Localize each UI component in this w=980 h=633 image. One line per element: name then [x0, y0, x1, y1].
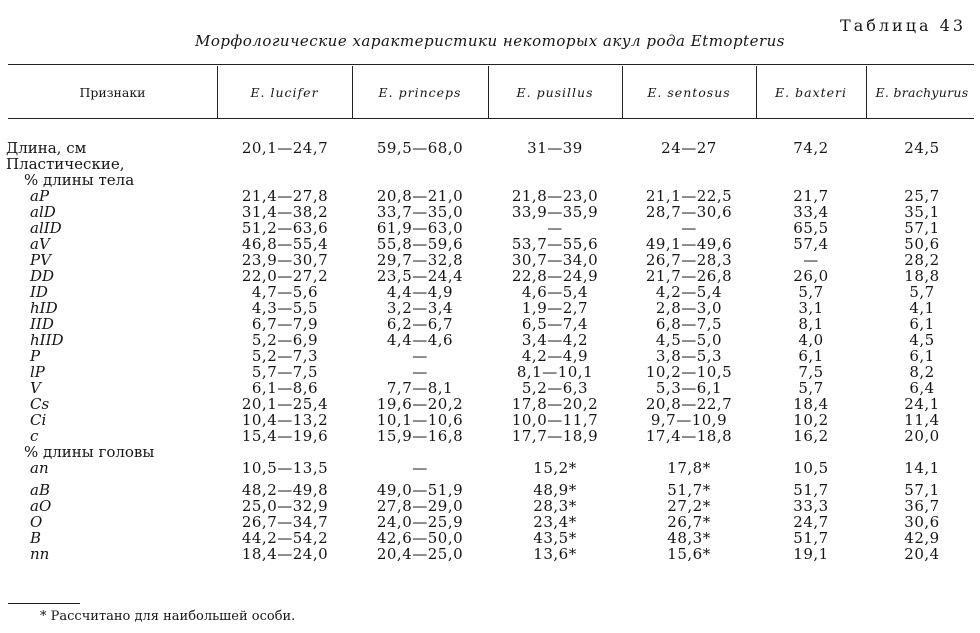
table-cell: 26,7—34,7 [241, 513, 329, 531]
table-cell: — [412, 459, 428, 477]
table-cell: 20,8—22,7 [645, 395, 733, 413]
table-cell: 31—39 [527, 139, 583, 157]
table-cell: 59,5—68,0 [376, 139, 464, 157]
table-cell: 23,5—24,4 [376, 267, 464, 285]
table-cell: 25,7 [904, 187, 940, 205]
row-label: hIID [30, 331, 64, 349]
table-cell: 10,4—13,2 [241, 411, 329, 429]
table-cell: 8,1 [798, 315, 824, 333]
table-cell: 14,1 [904, 459, 940, 477]
table-row [0, 547, 980, 562]
table-cell: 42,6—50,0 [376, 529, 464, 547]
table-cell: 74,2 [793, 139, 829, 157]
table-cell: 10,1—10,6 [376, 411, 464, 429]
table-label: Таблица 43 [840, 16, 966, 35]
row-label: aP [30, 187, 50, 205]
table-cell: 4,2—5,4 [655, 283, 723, 301]
table-cell: 57,4 [793, 235, 829, 253]
column-header-species: E. sentosus [647, 84, 731, 100]
table-cell: 24,1 [904, 395, 940, 413]
table-cell: — [681, 219, 697, 237]
table-cell: 26,0 [793, 267, 829, 285]
table-row [0, 285, 980, 300]
row-label: B [30, 529, 42, 547]
table-cell: 16,2 [793, 427, 829, 445]
table-cell: 51,7* [667, 481, 711, 499]
table-row [0, 531, 980, 546]
table-cell: 4,4—4,6 [386, 331, 454, 349]
table-cell: 5,2—6,3 [521, 379, 589, 397]
table-cell: 8,1—10,1 [516, 363, 594, 381]
table-cell: 31,4—38,2 [241, 203, 329, 221]
column-header-species: E. lucifer [250, 84, 319, 100]
table-cell: 36,7 [904, 497, 940, 515]
table-cell: 17,8* [667, 459, 711, 477]
table-cell: 5,2—7,3 [251, 347, 319, 365]
table-row [0, 301, 980, 316]
table-cell: 4,5—5,0 [655, 331, 723, 349]
row-label: PV [30, 251, 51, 269]
table-cell: 24,7 [793, 513, 829, 531]
table-cell: 51,2—63,6 [241, 219, 329, 237]
table-cell: 6,8—7,5 [655, 315, 723, 333]
table-cell: 61,9—63,0 [376, 219, 464, 237]
table-cell: 3,4—4,2 [521, 331, 589, 349]
table-cell: 4,1 [909, 299, 935, 317]
table-cell: 7,5 [798, 363, 824, 381]
table-row [0, 381, 980, 396]
table-row [0, 365, 980, 380]
table-cell: 9,7—10,9 [650, 411, 728, 429]
table-cell: 21,4—27,8 [241, 187, 329, 205]
table-cell: 65,5 [793, 219, 829, 237]
table-cell: — [803, 251, 819, 269]
table-cell: 50,6 [904, 235, 940, 253]
table-row [0, 461, 980, 476]
table-cell: 15,4—19,6 [241, 427, 329, 445]
table-cell: 25,0—32,9 [241, 497, 329, 515]
table-cell: 10,2—10,5 [645, 363, 733, 381]
table-cell: 10,0—11,7 [511, 411, 599, 429]
table-cell: 4,3—5,5 [251, 299, 319, 317]
table-row [0, 349, 980, 364]
table-cell: 33,4 [793, 203, 829, 221]
table-cell: 22,8—24,9 [511, 267, 599, 285]
table-row [0, 317, 980, 332]
row-label: lP [30, 363, 45, 381]
table-cell: 3,8—5,3 [655, 347, 723, 365]
row-label: Ci [30, 411, 47, 429]
table-row [0, 445, 980, 460]
table-row [0, 483, 980, 498]
column-header-species: E. baxteri [775, 84, 847, 100]
table-row [0, 413, 980, 428]
row-label: O [30, 513, 43, 531]
table-cell: 29,7—32,8 [376, 251, 464, 269]
table-row [0, 429, 980, 444]
table-cell: 48,9* [533, 481, 577, 499]
column-header-traits: Признаки [79, 84, 146, 100]
table-cell: 10,5 [793, 459, 829, 477]
row-label: Длина, см [6, 139, 87, 157]
table-row [0, 141, 980, 156]
table-cell: 20,1—25,4 [241, 395, 329, 413]
table-cell: 24,5 [904, 139, 940, 157]
header-bottom-rule [8, 118, 974, 119]
table-cell: 13,6* [533, 545, 577, 563]
table-cell: 5,7 [798, 283, 824, 301]
table-cell: 4,2—4,9 [521, 347, 589, 365]
row-label: aV [30, 235, 50, 253]
table-cell: 15,2* [533, 459, 577, 477]
footnote: * Рассчитано для наибольшей особи. [40, 609, 296, 624]
table-cell: 18,8 [904, 267, 940, 285]
table-cell: 30,7—34,0 [511, 251, 599, 269]
table-cell: 11,4 [904, 411, 940, 429]
row-label: Cs [30, 395, 50, 413]
table-cell: 53,7—55,6 [511, 235, 599, 253]
table-cell: 5,7—7,5 [251, 363, 319, 381]
table-row [0, 269, 980, 284]
table-cell: 4,6—5,4 [521, 283, 589, 301]
table-cell: 17,8—20,2 [511, 395, 599, 413]
table-row [0, 333, 980, 348]
row-label: % длины головы [24, 443, 155, 461]
row-label: V [30, 379, 41, 397]
table-cell: 33,3 [793, 497, 829, 515]
row-label: Пластические, [6, 155, 125, 173]
table-cell: 19,1 [793, 545, 829, 563]
table-cell: 51,7 [793, 481, 829, 499]
table-cell: 4,7—5,6 [251, 283, 319, 301]
table-cell: 4,4—4,9 [386, 283, 454, 301]
table-cell: 57,1 [904, 481, 940, 499]
table-cell: 24,0—25,9 [376, 513, 464, 531]
table-cell: 7,7—8,1 [386, 379, 454, 397]
row-label: ID [30, 283, 48, 301]
table-cell: 46,8—55,4 [241, 235, 329, 253]
row-label: P [30, 347, 41, 365]
table-cell: — [412, 363, 428, 381]
table-cell: 5,2—6,9 [251, 331, 319, 349]
table-cell: 3,1 [798, 299, 824, 317]
table-row [0, 189, 980, 204]
table-cell: 28,2 [904, 251, 940, 269]
table-cell: 20,4 [904, 545, 940, 563]
table-cell: 48,2—49,8 [241, 481, 329, 499]
table-cell: 48,3* [667, 529, 711, 547]
table-cell: 21,1—22,5 [645, 187, 733, 205]
table-cell: 2,8—3,0 [655, 299, 723, 317]
row-label: an [30, 459, 49, 477]
table-cell: 26,7—28,3 [645, 251, 733, 269]
table-row [0, 205, 980, 220]
table-cell: 42,9 [904, 529, 940, 547]
table-cell: 28,3* [533, 497, 577, 515]
column-header-species: E. princeps [378, 84, 462, 100]
table-cell: 21,8—23,0 [511, 187, 599, 205]
table-cell: 4,0 [798, 331, 824, 349]
table-row [0, 221, 980, 236]
table-cell: 22,0—27,2 [241, 267, 329, 285]
table-cell: 33,9—35,9 [511, 203, 599, 221]
table-cell: 3,2—3,4 [386, 299, 454, 317]
table-cell: 15,6* [667, 545, 711, 563]
table-cell: 57,1 [904, 219, 940, 237]
table-cell: 6,1 [909, 347, 935, 365]
table-cell: 21,7—26,8 [645, 267, 733, 285]
table-cell: 35,1 [904, 203, 940, 221]
table-row [0, 173, 980, 188]
column-header-species: E. brachyurus [875, 84, 969, 100]
table-cell: 27,8—29,0 [376, 497, 464, 515]
row-label: aB [30, 481, 50, 499]
table-cell: 28,7—30,6 [645, 203, 733, 221]
row-label: c [30, 427, 39, 445]
table-cell: 51,7 [793, 529, 829, 547]
row-label: IID [30, 315, 54, 333]
table-cell: 33,7—35,0 [376, 203, 464, 221]
table-cell: 4,5 [909, 331, 935, 349]
table-row [0, 253, 980, 268]
table-cell: 23,9—30,7 [241, 251, 329, 269]
table-cell: 24—27 [661, 139, 717, 157]
table-row [0, 397, 980, 412]
table-cell: 17,7—18,9 [511, 427, 599, 445]
table-cell: 10,5—13,5 [241, 459, 329, 477]
table-cell: 8,2 [909, 363, 935, 381]
table-cell: 5,7 [798, 379, 824, 397]
table-cell: 49,1—49,6 [645, 235, 733, 253]
table-cell: 5,3—6,1 [655, 379, 723, 397]
row-label: alD [30, 203, 56, 221]
table-cell: 20,1—24,7 [241, 139, 329, 157]
table-cell: 5,7 [909, 283, 935, 301]
footnote-rule [8, 603, 80, 604]
table-cell: 23,4* [533, 513, 577, 531]
table-cell: 15,9—16,8 [376, 427, 464, 445]
table-cell: 49,0—51,9 [376, 481, 464, 499]
table-cell: 6,1—8,6 [251, 379, 319, 397]
table-cell: 6,1 [798, 347, 824, 365]
table-cell: 19,6—20,2 [376, 395, 464, 413]
table-cell: 18,4—24,0 [241, 545, 329, 563]
row-label: % длины тела [24, 171, 135, 189]
table-caption: Морфологические характеристики некоторых акул рода Etmopterus [195, 32, 785, 50]
row-label: nn [30, 545, 50, 563]
table-cell: 44,2—54,2 [241, 529, 329, 547]
table-cell: 21,7 [793, 187, 829, 205]
table-row [0, 237, 980, 252]
table-cell: 43,5* [533, 529, 577, 547]
table-row [0, 499, 980, 514]
table-cell: 6,7—7,9 [251, 315, 319, 333]
table-cell: 6,4 [909, 379, 935, 397]
table-cell: — [412, 347, 428, 365]
table-cell: 17,4—18,8 [645, 427, 733, 445]
row-label: aO [30, 497, 52, 515]
table-cell: 20,4—25,0 [376, 545, 464, 563]
table-cell: 6,1 [909, 315, 935, 333]
table-cell: 20,0 [904, 427, 940, 445]
row-label: DD [30, 267, 55, 285]
row-label: hID [30, 299, 58, 317]
row-label: alID [30, 219, 62, 237]
table-cell: 6,2—6,7 [386, 315, 454, 333]
table-cell: 18,4 [793, 395, 829, 413]
top-rule [8, 64, 974, 65]
table-cell: 26,7* [667, 513, 711, 531]
table-cell: 20,8—21,0 [376, 187, 464, 205]
column-header-species: E. pusillus [516, 84, 594, 100]
table-cell: 10,2 [793, 411, 829, 429]
table-cell: 30,6 [904, 513, 940, 531]
table-row [0, 157, 980, 172]
table-cell: — [547, 219, 563, 237]
table-row [0, 515, 980, 530]
table-cell: 6,5—7,4 [521, 315, 589, 333]
table-cell: 27,2* [667, 497, 711, 515]
table-cell: 55,8—59,6 [376, 235, 464, 253]
table-cell: 1,9—2,7 [521, 299, 589, 317]
